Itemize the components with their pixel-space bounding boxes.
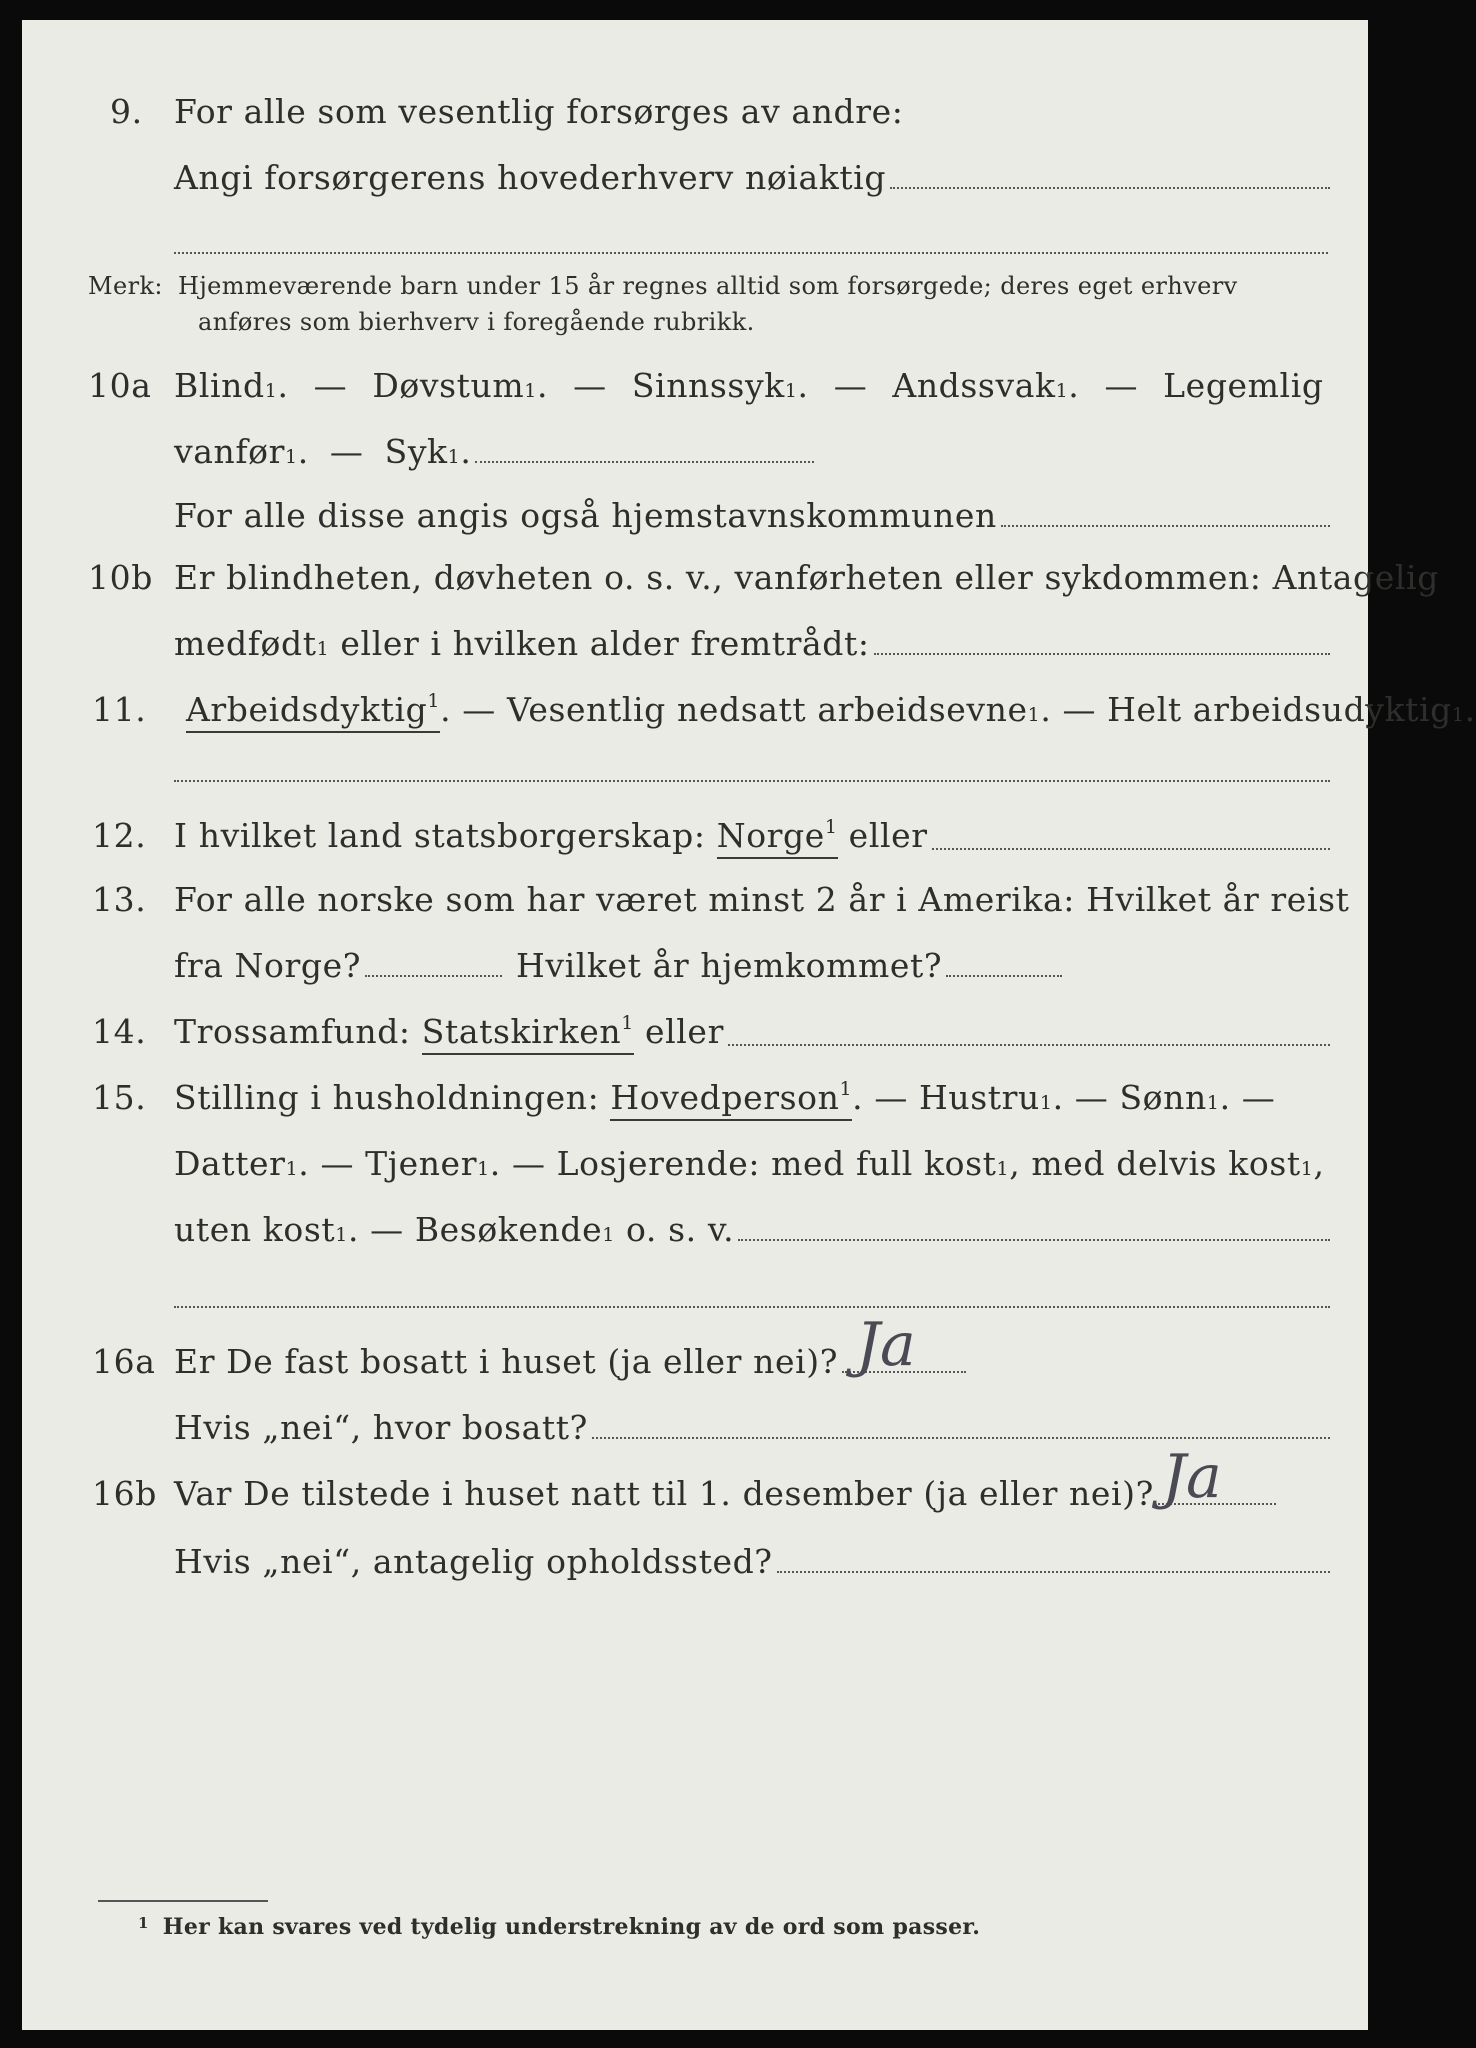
q10b-line2: medfødt 1 eller i hvilken alder fremtrådt:: [174, 624, 1330, 664]
q15-osv: o. s. v.: [614, 1210, 735, 1249]
q10a-line2: vanfør 1 . — Syk 1 .: [174, 432, 814, 472]
q15-hovedperson: Hovedperson: [610, 1078, 840, 1117]
footnote: [138, 1914, 980, 1940]
merk-line1: [88, 268, 1238, 304]
q15-line3: uten kost 1 . — Besøkende 1 o. s. v.: [174, 1210, 1330, 1250]
q15-number: 15.: [92, 1078, 147, 1117]
q15-stilling-blank[interactable]: [738, 1238, 1330, 1241]
q15-l2-end: ,: [1313, 1144, 1325, 1183]
q15-besokende: . — Besøkende: [347, 1210, 603, 1249]
q16a-bosatt-blank[interactable]: [592, 1436, 1330, 1439]
q13-text1: For alle norske som har været minst 2 år i Amerika: Hvilket år reist: [174, 880, 1350, 919]
q12-norge-underlined: [717, 816, 838, 859]
q10b-number: 10b: [88, 558, 153, 597]
q9-occupation-label: Angi forsørgerens hovederhverv nøiaktig: [174, 158, 887, 197]
q16a-text1: Er De fast bosatt i huset (ja eller nei)?: [174, 1342, 838, 1381]
census-form-page: [22, 20, 1476, 2030]
q13-hjemkommet-blank[interactable]: [946, 974, 1062, 977]
q13-hjemkommet: Hvilket år hjemkommet?: [516, 946, 943, 985]
q15-datter: Datter: [174, 1144, 286, 1183]
q15-sonn: . — Sønn: [1052, 1078, 1207, 1117]
q16a-line2: [174, 1408, 1330, 1448]
q13-number: 13.: [92, 880, 147, 919]
dash: —: [822, 366, 879, 405]
q16b-line2: [174, 1542, 1330, 1582]
q15-extra-blank[interactable]: [174, 1306, 1330, 1308]
q12-line: [92, 816, 1330, 859]
q15-hustru: . — Hustru: [852, 1078, 1040, 1117]
q9-line1: [110, 92, 903, 132]
footnote-mark: 1: [427, 690, 441, 712]
q11-arbeidsdyktig-underlined: [186, 690, 440, 733]
footnote-rule: [98, 1900, 268, 1902]
q10a-syk-blank[interactable]: [475, 460, 814, 463]
q11-line: 11. Arbeidsdyktig$^1$ . — Vesentlig nedsatt arbeidsevne 1 . — Helt arbeidsudyktig 1 .: [92, 690, 1476, 733]
q11-number: 11.: [92, 690, 147, 729]
merk-text2: anføres som bierhverv i foregående rubrikk.: [198, 308, 755, 336]
q9-extra-blank[interactable]: [174, 252, 1328, 254]
q11-nedsatt: . — Vesentlig nedsatt arbeidsevne: [440, 690, 1028, 729]
q15-uten-kost: uten kost: [174, 1210, 336, 1249]
q12-eller: eller: [837, 816, 928, 855]
q10a-dovstum: Døvstum: [372, 366, 525, 405]
q9-line2: [174, 158, 1330, 198]
q15-line2: Datter 1 . — Tjener 1 . — Losjerende: med full kost 1 , med delvis kost 1 ,: [174, 1144, 1325, 1183]
q14-statskirken-underlined: [422, 1012, 634, 1055]
merk-label: Merk:: [88, 272, 163, 300]
q10a-hjemstavn-blank[interactable]: [1001, 524, 1330, 527]
footnote-number: 1: [138, 1914, 149, 1932]
q12-prefix: I hvilket land statsborgerskap:: [174, 816, 717, 855]
q10a-syk: Syk: [384, 432, 448, 471]
q16b-opholdssted-blank[interactable]: [777, 1570, 1330, 1573]
q11-end: .: [1464, 690, 1476, 729]
q10b-line1: [88, 558, 1439, 598]
q15-tjener: . — Tjener: [298, 1144, 478, 1183]
q10a-line1: 10a Blind 1 . — Døvstum 1 . — Sinnssyk 1 . — Andssvak 1 . — Legemlig: [88, 366, 1324, 405]
q16b-number: 16b: [92, 1474, 157, 1513]
q16b-handwritten-answer: Ja: [1162, 1442, 1222, 1512]
dash: —: [562, 366, 618, 405]
footnote-mark: 1: [621, 1012, 634, 1034]
q12-number: 12.: [92, 816, 147, 855]
q15-line1: 15. Stilling i husholdningen: Hovedperson$^1$ . — Hustru 1 . — Sønn 1 . —: [92, 1078, 1275, 1121]
q15-prefix: Stilling i husholdningen:: [174, 1078, 611, 1117]
q15-losjerende: . — Losjerende: med full kost: [489, 1144, 997, 1183]
q13-line2a: [174, 946, 502, 986]
q12-norge: Norge: [716, 816, 825, 855]
q16b-line1: [92, 1474, 1276, 1514]
q13-reist-blank[interactable]: [365, 974, 502, 977]
footnote-mark: 1: [839, 1078, 853, 1100]
q15-l1-end: . —: [1219, 1078, 1276, 1117]
footnote-mark: 1: [824, 816, 838, 838]
q15-hovedperson-underlined: [610, 1078, 852, 1121]
q10b-alder-blank[interactable]: [874, 652, 1330, 655]
q16b-text2: Hvis „nei“, antagelig opholdssted?: [174, 1542, 773, 1581]
q16b-text1: Var De tilstede i huset natt til 1. desember (ja eller nei)?: [174, 1474, 1154, 1513]
q10a-hjemstavn-label: For alle disse angis også hjemstavnskommunen: [174, 496, 997, 535]
q14-eller: eller: [633, 1012, 724, 1051]
q14-line: [92, 1012, 1330, 1055]
q12-country-blank[interactable]: [932, 847, 1330, 850]
q10b-medfodt: medfødt: [174, 624, 317, 663]
q13-line1: [92, 880, 1349, 920]
q10a-vanfor: vanfør: [174, 432, 286, 471]
q15-delvis: , med delvis kost: [1009, 1144, 1301, 1183]
dash: —: [302, 366, 359, 405]
q9-text: For alle som vesentlig forsørges av andre:: [174, 92, 904, 131]
q13-line2b: [516, 946, 1062, 986]
q14-prefix: Trossamfund:: [174, 1012, 422, 1051]
q16a-number: 16a: [92, 1342, 156, 1381]
dash: —: [1093, 366, 1150, 405]
q10a-legemlig: Legemlig: [1163, 366, 1324, 405]
q10a-number: 10a: [88, 366, 152, 405]
q14-number: 14.: [92, 1012, 147, 1051]
q11-extra-blank[interactable]: [174, 780, 1330, 782]
q10b-text1: Er blindheten, døvheten o. s. v., vanførheten eller sykdommen: Antagelig: [174, 558, 1439, 597]
q16a-handwritten-answer: Ja: [856, 1310, 916, 1380]
q16a-line1: [92, 1342, 966, 1382]
q11-helt: . — Helt arbeidsudyktig: [1040, 690, 1452, 729]
q10a-blind: Blind: [174, 366, 265, 405]
q10a-line3: [174, 496, 1330, 536]
q16a-text2: Hvis „nei“, hvor bosatt?: [174, 1408, 588, 1447]
footnote-text: Her kan svares ved tydelig understrekning av de ord som passer.: [162, 1914, 981, 1940]
merk-line2: [198, 304, 755, 340]
q11-arbeidsdyktig: Arbeidsdyktig: [186, 690, 428, 729]
q10a-andssvak: Andssvak: [892, 366, 1056, 405]
q10a-sinnssyk: Sinnssyk: [631, 366, 785, 405]
q10b-text2: eller i hvilken alder fremtrådt:: [329, 624, 870, 663]
q9-occupation-blank[interactable]: [890, 186, 1330, 189]
merk-text1: Hjemmeværende barn under 15 år regnes alltid som forsørgede; deres eget erhverv: [178, 272, 1238, 300]
q13-fra-norge: fra Norge?: [174, 946, 362, 985]
dash: —: [318, 432, 375, 471]
q14-statskirken: Statskirken: [421, 1012, 622, 1051]
q14-trossamfund-blank[interactable]: [728, 1043, 1330, 1046]
q9-number: 9.: [110, 92, 143, 131]
